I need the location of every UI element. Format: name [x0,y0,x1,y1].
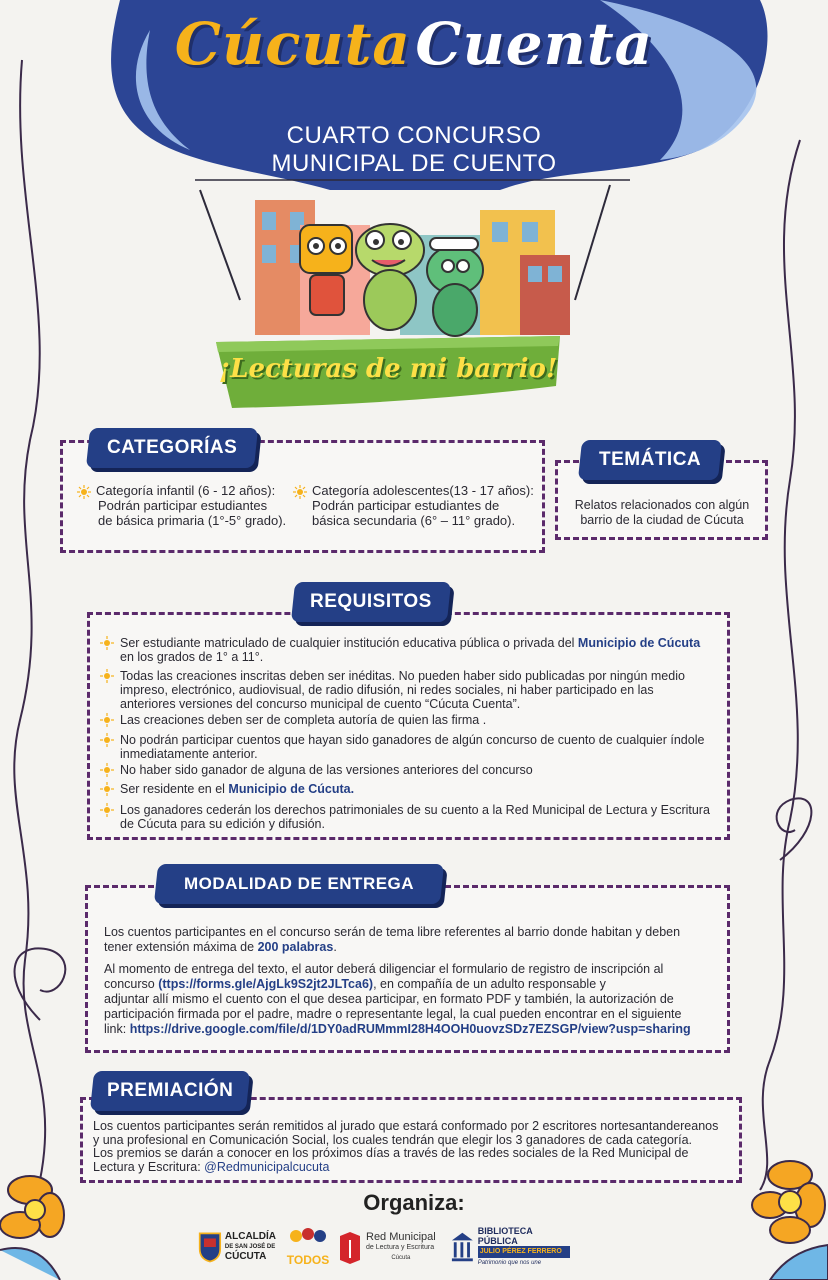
modalidad-p2-line-3: adjuntar allí mismo el cuento con el que desea participar, en formato PDF y también, la autorización de [104,992,674,1006]
logo-alcaldia-line-2: DE SAN JOSÉ DE [224,1244,276,1250]
sun-bullet-icon [100,713,114,727]
requisito-3 [100,713,720,727]
sun-bullet-icon [100,733,114,747]
modalidad-heading: MODALIDAD DE ENTREGA [154,864,444,904]
logo-alcaldia-line-3: CÚCUTA [224,1251,267,1262]
requisito-4 [100,733,720,761]
requisito-4-line-2: inmediatamente anterior. [120,747,258,761]
subtitle-line-2: MUNICIPAL DE CUENTO [271,150,557,177]
logo-red-line-2: de Lectura y Escritura [366,1244,435,1251]
premiacion-text [93,1120,738,1174]
logo-red-line-3: Cúcuta [391,1255,411,1261]
logo-biblioteca-line-3: Patrimonio que nos une [477,1260,542,1266]
requisito-6 [100,782,720,796]
requisito-2-line-1: Todas las creaciones inscritas deben ser inéditas. No pueden haber sido publicadas por ningún medio [120,669,685,683]
logo-alcaldia-line-1: ALCALDÍA [224,1231,276,1242]
form-link[interactable]: (ttps://forms.gle/AjgLk9S2jt2JLTca6) [158,977,374,991]
categoria-adolescentes-line-1: Categoría adolescentes(13 - 17 años): [312,483,534,498]
categoria-adolescentes-line-3: básica secundaria (6° – 11° grado). [312,513,516,528]
modalidad-p2-line-4: participación firmada por el padre, madre o representante legal, la cual pueden encontrar en el siguiente [104,1007,682,1021]
premiacion-line-4: Lectura y Escritura: @Redmunicipalcucuta [93,1159,330,1174]
coat-of-arms-icon [198,1229,222,1265]
flower-decoration-left [0,1160,80,1280]
requisito-1 [100,636,720,664]
requisito-2-line-3: anteriores versiones del concurso municipal de cuento “Cúcuta Cuenta”. [120,697,521,711]
subtitle-line-1: CUARTO CONCURSO [286,122,542,149]
modalidad-p2-line-5: link: https://drive.google.com/file/d/1DY0adRUMmmI28H4OOH0uovzSDz7EZSGP/view?usp=sharing [104,1022,691,1036]
sun-bullet-icon [100,763,114,777]
categoria-infantil-line-1: Categoría infantil (6 - 12 años): [96,483,276,498]
sun-bullet-icon [77,485,91,499]
premiacion-line-3: Los premios se darán a conocer en los próximos días a través de las redes sociales de la Red Municipal de [93,1146,689,1160]
logo-todos [286,1226,330,1268]
requisito-2-line-2: impreso, electrónico, audiovisual, de radio difusión, ni redes sociales, ni haber participado en las [120,683,654,697]
requisito-1-grades: en los grados de 1° a 11°. [120,650,264,664]
modalidad-p2-line-1: Al momento de entrega del texto, el autor deberá diligenciar el formulario de registro de inscripción al [104,962,664,976]
logo-biblioteca-line-2: JULIO PÉREZ FERRERO [478,1246,570,1258]
tematica-text [558,498,766,528]
modalidad-p1-line-2: tener extensión máxima de 200 palabras. [104,940,337,954]
tematica-line-2: barrio de la ciudad de Cúcuta [580,513,744,527]
modalidad-p1-line-1: Los cuentos participantes en el concurso serán de tema libre referentes al barrio donde habitan y deben [104,925,681,939]
categoria-infantil-line-2: Podrán participar estudiantes [98,498,268,513]
slogan-text: ¡Lecturas de mi barrio! [218,354,558,384]
organiza-label: Organiza: [363,1190,465,1215]
requisito-6-text: Ser residente en el [120,782,229,796]
categorias-heading: CATEGORÍAS [86,428,258,468]
categoria-infantil [96,483,296,528]
sun-bullet-icon [100,803,114,817]
premiacion-line-2: y una profesional en Comunicación Social, los cuales tendrán que elegir los 3 ganadores de cada categoría. [93,1132,692,1147]
requisito-7-line-2: de Cúcuta para su edición y difusión. [120,817,325,831]
logo-alcaldia [198,1226,276,1268]
categoria-adolescentes-line-2: Podrán participar estudiantes de [312,498,500,513]
requisito-5 [100,763,720,777]
premiacion-heading: PREMIACIÓN [90,1071,250,1111]
logo-red-line-1: Red Municipal [366,1231,436,1243]
title-part-1: Cúcuta [174,10,411,78]
requisitos-heading: REQUISITOS [291,582,451,622]
sun-bullet-icon [100,782,114,796]
social-handle[interactable]: @Redmunicipalcucuta [204,1159,330,1174]
requisito-6-municipio: Municipio de Cúcuta. [228,782,355,796]
title-part-2: Cuenta [415,10,654,78]
sun-bullet-icon [293,485,307,499]
logo-biblioteca [450,1226,570,1268]
requisito-2 [100,669,720,711]
logo-red-municipal [338,1226,438,1268]
modalidad-text [104,925,724,1037]
requisito-5-text: No haber sido ganador de alguna de las versiones anteriores del concurso [120,763,533,777]
todos-emblem-icon [286,1226,330,1250]
poster-title [0,10,828,78]
requisito-7 [100,803,720,831]
requisito-3-text: Las creaciones deben ser de completa autoría de quien las firma . [120,713,487,727]
logo-biblioteca-line-1: BIBLIOTECA PÚBLICA [477,1226,533,1246]
red-municipal-book-icon [338,1230,362,1264]
premiacion-line-1: Los cuentos participantes serán remitidos al jurado que estará conformado por 2 escritores nortesantandereanos [93,1119,719,1133]
iguana-character [427,238,483,336]
categoria-adolescentes [312,483,542,528]
logo-todos-text: TODOS [286,1253,330,1267]
sun-bullet-icon [100,636,114,650]
max-words: 200 palabras [257,940,334,954]
requisito-7-line-1: Los ganadores cederán los derechos patrimoniales de su cuento a la Red Municipal de Lectura y Escritura [120,803,710,817]
tematica-line-1: Relatos relacionados con algún [574,498,750,512]
tematica-heading: TEMÁTICA [578,440,722,480]
library-building-icon [450,1230,475,1264]
sun-bullet-icon [100,669,114,683]
requisito-1-municipio: Municipio de Cúcuta [577,636,701,650]
modalidad-p2-line-2: concurso (ttps://forms.gle/AjgLk9S2jt2JLTca6), en compañía de un adulto responsable y [104,977,606,991]
drive-link[interactable]: https://drive.google.com/file/d/1DY0adRUMmmI28H4OOH0uovzSDz7EZSGP/view?usp=sharing [129,1022,691,1036]
requisito-1-text: Ser estudiante matriculado de cualquier institución educativa pública o privada del [120,636,578,650]
categoria-infantil-line-3: de básica primaria (1°-5° grado). [98,513,287,528]
requisito-4-line-1: No podrán participar cuentos que hayan sido ganadores de algún concurso de cuento de cualquier índole [120,733,705,747]
